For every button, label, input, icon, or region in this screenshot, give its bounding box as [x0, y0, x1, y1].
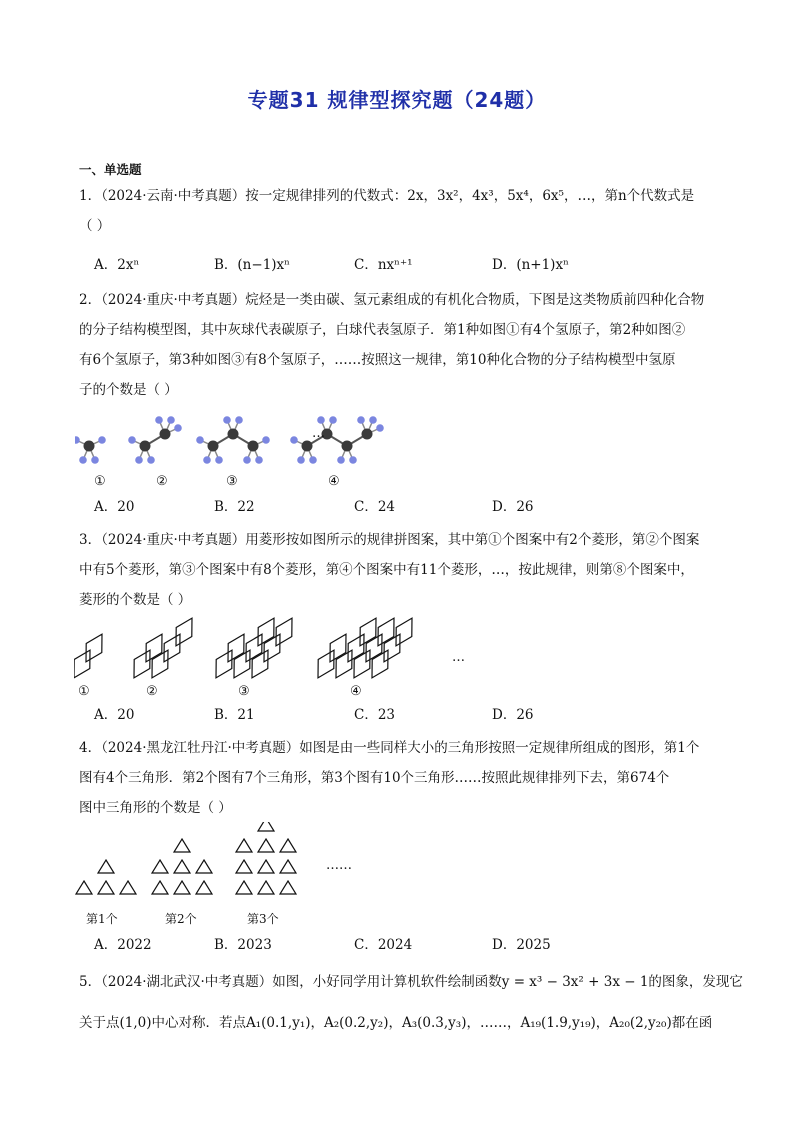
- molecule-3: [196, 416, 270, 464]
- hydrogen-atom: [155, 416, 163, 424]
- q3-stem-line-1: 3．（2024·重庆·中考真题）用菱形按如图所示的规律拼图案，其中第①个图案中有2个菱形，第②个图案: [79, 532, 700, 548]
- q2-stem-line-1: 2．（2024·重庆·中考真题）烷烃是一类由碳、氢元素组成的有机化合物质，下图是这类物质前四种化合物: [79, 292, 705, 308]
- q3-option-c[interactable]: C．23: [354, 707, 396, 723]
- q4-option-d[interactable]: D．2025: [492, 937, 551, 953]
- triangle: [98, 860, 114, 873]
- triangle: [196, 860, 212, 873]
- hydrogen-atom: [167, 416, 175, 424]
- hydrogen-atom: [235, 416, 243, 424]
- triangle: [236, 860, 252, 873]
- q2-option-b[interactable]: B．22: [214, 499, 255, 515]
- hydrogen-atom: [243, 456, 251, 464]
- triangle: [280, 881, 296, 894]
- q3-option-b[interactable]: B．21: [214, 707, 255, 723]
- hydrogen-atom: [147, 456, 155, 464]
- q5-stem-line-1: 5．（2024·湖北武汉·中考真题）如图，小好同学用计算机软件绘制函数y = x³ − 3x² + 3x − 1的图象，发现它: [79, 974, 743, 990]
- rhombus-pattern-1: [74, 630, 110, 683]
- q2-molecule-figure: [75, 410, 415, 470]
- hydrogen-atom: [215, 456, 223, 464]
- q2-figure-label-1: ①: [94, 474, 106, 489]
- rhombus-pattern-4: [310, 616, 420, 682]
- hydrogen-atom: [75, 436, 80, 444]
- triangle: [236, 881, 252, 894]
- q3-stem-line-2: 中有5个菱形，第③个图案中有8个菱形，第④个图案中有11个菱形，…，按此规律，则第⑧个图案中，: [79, 562, 694, 578]
- q2-figure-ellipsis: …: [312, 426, 325, 441]
- triangle: [174, 839, 190, 852]
- q4-option-c[interactable]: C．2024: [354, 937, 413, 953]
- triangle-pattern-1: [76, 860, 136, 894]
- q3-figure-ellipsis: …: [452, 650, 465, 665]
- hydrogen-atom: [98, 436, 106, 444]
- q1-option-d[interactable]: D．(n+1)xⁿ: [492, 257, 569, 273]
- carbon-atom: [228, 429, 239, 440]
- q4-triangle-figure: [74, 822, 314, 902]
- hydrogen-atom: [369, 416, 377, 424]
- triangle: [152, 860, 168, 873]
- molecule-4: [290, 416, 384, 464]
- molecule-2: [128, 416, 182, 464]
- q4-stem-line-2: 图有4个三角形．第2个图有7个三角形，第3个图有10个三角形……按照此规律排列下去，第674个: [79, 770, 670, 786]
- q1-stem-line-1: 1．（2024·云南·中考真题）按一定规律排列的代数式：2x，3x²，4x³，5x⁴，6x⁵，…，第n个代数式是: [79, 188, 695, 204]
- q3-rhombus-figure: [74, 616, 434, 684]
- hydrogen-atom: [91, 456, 99, 464]
- hydrogen-atom: [329, 416, 337, 424]
- triangle: [258, 822, 274, 831]
- q1-option-c[interactable]: C．nxⁿ⁺¹: [354, 257, 413, 273]
- rhombus: [388, 616, 420, 650]
- triangle: [152, 881, 168, 894]
- triangle: [76, 881, 92, 894]
- carbon-atom: [302, 441, 313, 452]
- hydrogen-atom: [349, 456, 357, 464]
- q1-option-b[interactable]: B．(n−1)xⁿ: [214, 257, 291, 273]
- q4-figure-label-2: 第2个: [165, 912, 197, 926]
- q3-option-a[interactable]: A．20: [94, 707, 135, 723]
- rhombus-pattern-3: [208, 616, 300, 682]
- q1-stem-line-2: （ ）: [79, 218, 111, 234]
- q3-figure-label-3: ③: [238, 684, 250, 699]
- triangle: [174, 881, 190, 894]
- triangle: [236, 839, 252, 852]
- triangle: [258, 881, 274, 894]
- hydrogen-atom: [79, 456, 87, 464]
- q2-stem-line-4: 子的个数是（ ）: [79, 382, 178, 398]
- rhombus: [268, 616, 300, 650]
- carbon-atom: [248, 441, 259, 452]
- hydrogen-atom: [309, 456, 317, 464]
- q5-stem-line-2: 关于点(1,0)中心对称．若点A₁(0.1,y₁)，A₂(0.2,y₂)，A₃(0.3,y₃)，……，A₁₉(1.9,y₁₉)，A₂₀(2,y₂₀)都在函: [79, 1015, 713, 1031]
- hydrogen-atom: [223, 416, 231, 424]
- q4-stem-line-3: 图中三角形的个数是（ ）: [79, 800, 232, 816]
- q3-figure-label-1: ①: [78, 684, 90, 699]
- q2-option-c[interactable]: C．24: [354, 499, 396, 515]
- hydrogen-atom: [290, 436, 298, 444]
- carbon-atom: [208, 441, 219, 452]
- q2-option-a[interactable]: A．20: [94, 499, 135, 515]
- triangle: [174, 860, 190, 873]
- triangle: [120, 881, 136, 894]
- hydrogen-atom: [357, 416, 365, 424]
- q2-stem-line-3: 有6个氢原子，第3种如图③有8个氢原子，……按照这一规律，第10种化合物的分子结构模型中氢原: [79, 352, 676, 368]
- carbon-atom: [362, 429, 373, 440]
- q2-figure-label-3: ③: [226, 474, 238, 489]
- q2-option-d[interactable]: D．26: [492, 499, 534, 515]
- molecule-1: [75, 436, 106, 464]
- section-heading: 一、单选题: [79, 162, 142, 177]
- rhombus-pattern-2: [126, 616, 200, 682]
- hydrogen-atom: [297, 456, 305, 464]
- hydrogen-atom: [255, 456, 263, 464]
- hydrogen-atom: [376, 424, 384, 432]
- hydrogen-atom: [203, 456, 211, 464]
- rhombus: [168, 616, 200, 650]
- q4-option-a[interactable]: A．2022: [94, 937, 152, 953]
- triangle: [280, 860, 296, 873]
- q3-option-d[interactable]: D．26: [492, 707, 534, 723]
- hydrogen-atom: [196, 436, 204, 444]
- triangle: [258, 860, 274, 873]
- q4-figure-ellipsis: ……: [326, 858, 352, 873]
- carbon-atom: [160, 429, 171, 440]
- hydrogen-atom: [128, 436, 136, 444]
- q3-figure-label-4: ④: [350, 684, 362, 699]
- triangle-pattern-2: [152, 839, 212, 894]
- q4-option-b[interactable]: B．2023: [214, 937, 272, 953]
- q2-figure-label-4: ④: [328, 474, 340, 489]
- q4-figure-label-1: 第1个: [86, 912, 118, 926]
- carbon-atom: [84, 441, 95, 452]
- carbon-atom: [342, 441, 353, 452]
- triangle-pattern-3: [236, 822, 296, 894]
- q2-stem-line-2: 的分子结构模型图，其中灰球代表碳原子，白球代表氢原子．第1种如图①有4个氢原子，第2种如图②: [79, 322, 686, 338]
- triangle: [98, 881, 114, 894]
- triangle: [196, 881, 212, 894]
- carbon-atom: [140, 441, 151, 452]
- q2-figure-label-2: ②: [156, 474, 168, 489]
- triangle: [258, 839, 274, 852]
- hydrogen-atom: [317, 416, 325, 424]
- q1-option-a[interactable]: A．2xⁿ: [94, 257, 140, 273]
- hydrogen-atom: [174, 424, 182, 432]
- q4-stem-line-1: 4．（2024·黑龙江牡丹江·中考真题）如图是由一些同样大小的三角形按照一定规律所组成的图形，第1个: [79, 740, 700, 756]
- q4-figure-label-3: 第3个: [247, 912, 279, 926]
- q3-stem-line-3: 菱形的个数是（ ）: [79, 592, 192, 608]
- triangle: [280, 839, 296, 852]
- hydrogen-atom: [262, 436, 270, 444]
- hydrogen-atom: [135, 456, 143, 464]
- page-title: 专题31 规律型探究题（24题）: [247, 88, 547, 112]
- rhombus: [78, 630, 110, 667]
- hydrogen-atom: [337, 456, 345, 464]
- q3-figure-label-2: ②: [146, 684, 158, 699]
